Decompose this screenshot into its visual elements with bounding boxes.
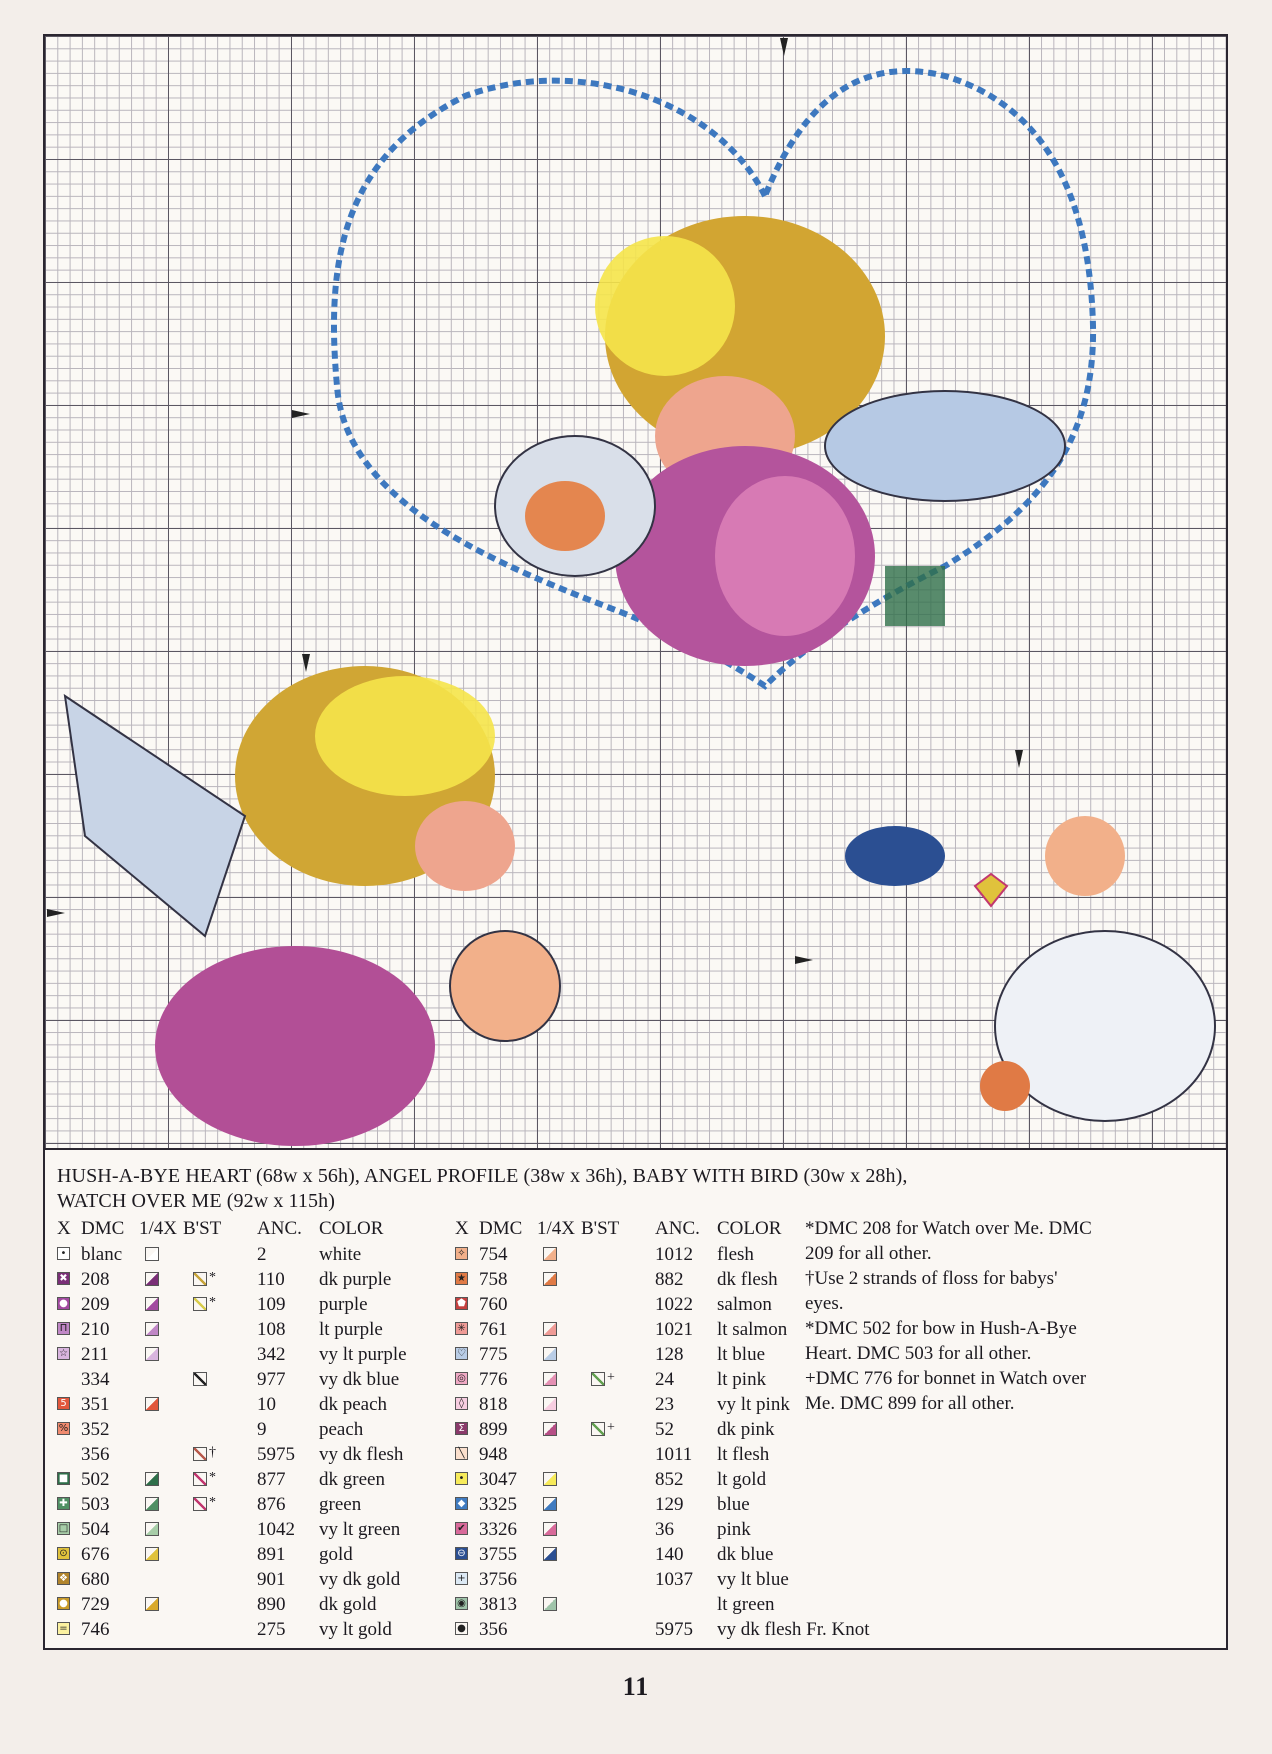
dmc-number: 208 <box>81 1269 110 1290</box>
legend-row <box>443 1242 843 1267</box>
cross-stitch-chart <box>45 36 1226 1150</box>
anchor-number: 1021 <box>655 1319 693 1340</box>
footnote-mark: * <box>209 1295 216 1310</box>
symbol-swatch: ✳ <box>455 1322 468 1335</box>
backstitch-swatch <box>591 1422 605 1436</box>
color-name: lt blue <box>717 1344 766 1365</box>
symbol-swatch: ◎ <box>455 1372 468 1385</box>
symbol-swatch: ╲ <box>455 1447 468 1460</box>
anchor-number: 2 <box>257 1244 267 1265</box>
dmc-number: 754 <box>479 1244 508 1265</box>
legend-row <box>443 1342 843 1367</box>
color-name: vy lt green <box>319 1519 401 1540</box>
anchor-number: 129 <box>655 1494 684 1515</box>
color-name: salmon <box>717 1294 772 1315</box>
anchor-number: 901 <box>257 1569 286 1590</box>
legend-row <box>45 1492 445 1517</box>
dmc-number: 356 <box>479 1619 508 1640</box>
legend-row <box>443 1592 843 1617</box>
symbol-swatch: ⬟ <box>455 1297 468 1310</box>
page-number: 11 <box>622 1672 650 1701</box>
quarter-stitch-swatch <box>145 1272 159 1286</box>
dmc-number: 899 <box>479 1419 508 1440</box>
footnote <box>805 1216 1095 1266</box>
quarter-stitch-swatch <box>145 1472 159 1486</box>
legend-row <box>443 1517 843 1542</box>
dmc-number: 211 <box>81 1344 109 1365</box>
dmc-number: blanc <box>81 1244 123 1265</box>
symbol-swatch: ❖ <box>57 1572 70 1585</box>
symbol-swatch: • <box>455 1472 468 1485</box>
dmc-number: 818 <box>479 1394 508 1415</box>
dmc-number: 729 <box>81 1594 110 1615</box>
legend-row <box>45 1317 445 1342</box>
quarter-stitch-swatch <box>145 1547 159 1561</box>
symbol-swatch: ★ <box>455 1272 468 1285</box>
color-name: vy dk blue <box>319 1369 400 1390</box>
color-name: vy dk gold <box>319 1569 401 1590</box>
quarter-stitch-swatch <box>543 1322 557 1336</box>
anchor-number: 1042 <box>257 1519 295 1540</box>
dmc-number: 502 <box>81 1469 110 1490</box>
color-name: dk peach <box>319 1394 388 1415</box>
anchor-number: 890 <box>257 1594 286 1615</box>
quarter-stitch-swatch <box>543 1397 557 1411</box>
footnote-mark: + <box>805 1368 816 1389</box>
quarter-stitch-swatch <box>543 1422 557 1436</box>
symbol-swatch: ☆ <box>57 1347 70 1360</box>
color-name: lt gold <box>717 1469 767 1490</box>
anchor-number: 110 <box>257 1269 285 1290</box>
dmc-number: 352 <box>81 1419 110 1440</box>
dmc-number: 356 <box>81 1444 110 1465</box>
color-name: gold <box>319 1544 353 1565</box>
color-name: dk pink <box>717 1419 775 1440</box>
footnote-text: DMC 776 for bonnet in Watch over Me. DMC 899 for all other. <box>805 1368 1087 1414</box>
symbol-swatch: ● <box>455 1622 468 1635</box>
color-name: dk blue <box>717 1544 774 1565</box>
symbol-swatch: ✚ <box>57 1497 70 1510</box>
color-name: dk flesh <box>717 1269 778 1290</box>
quarter-stitch-swatch <box>543 1497 557 1511</box>
quarter-stitch-swatch <box>145 1597 159 1611</box>
symbol-swatch: ✔ <box>455 1522 468 1535</box>
dmc-number: 676 <box>81 1544 110 1565</box>
anchor-number: 23 <box>655 1394 674 1415</box>
dmc-number: 761 <box>479 1319 508 1340</box>
dmc-number: 3813 <box>479 1594 517 1615</box>
footnote <box>805 1366 1095 1416</box>
footnote-mark: † <box>209 1445 216 1460</box>
dmc-number: 760 <box>479 1294 508 1315</box>
footnote-mark: * <box>805 1218 815 1239</box>
quarter-stitch-swatch <box>145 1247 159 1261</box>
symbol-swatch: ● <box>57 1297 70 1310</box>
legend-row <box>45 1567 445 1592</box>
color-name: dk purple <box>319 1269 392 1290</box>
footnote-mark: + <box>607 1370 615 1385</box>
legend-row <box>45 1467 445 1492</box>
quarter-stitch-swatch <box>543 1472 557 1486</box>
dmc-number: 758 <box>479 1269 508 1290</box>
anchor-number: 342 <box>257 1344 286 1365</box>
symbol-swatch: ✖ <box>57 1272 70 1285</box>
color-key <box>45 1150 1226 1648</box>
color-name: blue <box>717 1494 750 1515</box>
legend-row <box>45 1392 445 1417</box>
backstitch-swatch <box>193 1272 207 1286</box>
footnote <box>805 1316 1095 1366</box>
anchor-number: 108 <box>257 1319 286 1340</box>
footnote-text: Use 2 strands of floss for babys' eyes. <box>805 1268 1058 1314</box>
quarter-stitch-swatch <box>145 1397 159 1411</box>
color-name: lt pink <box>717 1369 767 1390</box>
chart-artwork <box>45 36 1226 1148</box>
symbol-swatch: ◊ <box>455 1397 468 1410</box>
quarter-stitch-swatch <box>543 1272 557 1286</box>
symbol-swatch: ✧ <box>455 1247 468 1260</box>
color-name: vy lt gold <box>319 1619 392 1640</box>
legend-row <box>443 1367 843 1392</box>
dmc-number: 209 <box>81 1294 110 1315</box>
dmc-number: 775 <box>479 1344 508 1365</box>
angel-wing <box>825 391 1065 501</box>
anchor-number: 1022 <box>655 1294 693 1315</box>
anchor-number: 882 <box>655 1269 684 1290</box>
profile-angel-wing <box>65 696 245 936</box>
pattern-frame <box>43 34 1228 1650</box>
legend-row <box>443 1417 843 1442</box>
quarter-stitch-swatch <box>145 1322 159 1336</box>
legend-row <box>45 1592 445 1617</box>
legend-row <box>45 1617 445 1642</box>
dmc-number: 334 <box>81 1369 110 1390</box>
legend-row <box>45 1267 445 1292</box>
color-name: vy dk flesh <box>319 1444 404 1465</box>
legend-row <box>443 1317 843 1342</box>
dmc-number: 948 <box>479 1444 508 1465</box>
anchor-number: 109 <box>257 1294 286 1315</box>
footnote-text: DMC 502 for bow in Hush-A-Bye Heart. DMC 503 for all other. <box>805 1318 1077 1364</box>
symbol-swatch: ◉ <box>455 1597 468 1610</box>
color-name: lt purple <box>319 1319 383 1340</box>
symbol-swatch: Π <box>57 1322 70 1335</box>
color-name: vy lt blue <box>717 1569 789 1590</box>
legend-row <box>45 1517 445 1542</box>
anchor-number: 36 <box>655 1519 674 1540</box>
quarter-stitch-swatch <box>145 1522 159 1536</box>
quarter-stitch-swatch <box>543 1347 557 1361</box>
pattern-title: HUSH-A-BYE HEART (68w x 56h), ANGEL PROFILE (38w x 36h), BABY WITH BIRD (30w x 28h), WATCH OVER ME (92w x 115h) <box>57 1165 908 1212</box>
dmc-number: 504 <box>81 1519 110 1540</box>
dmc-number: 3047 <box>479 1469 517 1490</box>
anchor-number: 5975 <box>257 1444 295 1465</box>
dmc-number: 3756 <box>479 1569 517 1590</box>
legend-header-right: X DMC 1/4X B'ST ANC. COLOR <box>455 1218 782 1239</box>
color-name: flesh <box>717 1244 754 1265</box>
backstitch-swatch <box>193 1297 207 1311</box>
anchor-number: 876 <box>257 1494 286 1515</box>
color-name: peach <box>319 1419 364 1440</box>
quarter-stitch-swatch <box>543 1522 557 1536</box>
legend-row <box>45 1442 445 1467</box>
legend-row <box>443 1492 843 1517</box>
color-name: vy lt purple <box>319 1344 407 1365</box>
quarter-stitch-swatch <box>145 1297 159 1311</box>
legend-row <box>443 1267 843 1292</box>
anchor-number: 10 <box>257 1394 276 1415</box>
backstitch-swatch <box>193 1372 207 1386</box>
anchor-number: 128 <box>655 1344 684 1365</box>
bird <box>845 826 945 886</box>
color-name: vy lt pink <box>717 1394 790 1415</box>
dmc-number: 210 <box>81 1319 110 1340</box>
dmc-number: 680 <box>81 1569 110 1590</box>
color-name: lt flesh <box>717 1444 770 1465</box>
color-name: white <box>319 1244 362 1265</box>
anchor-number: 5975 <box>655 1619 693 1640</box>
legend-row <box>443 1467 843 1492</box>
dmc-number: 351 <box>81 1394 110 1415</box>
legend-row <box>443 1567 843 1592</box>
legend-row <box>443 1292 843 1317</box>
dmc-number: 503 <box>81 1494 110 1515</box>
legend-row <box>45 1542 445 1567</box>
quarter-stitch-swatch <box>543 1597 557 1611</box>
anchor-number: 9 <box>257 1419 267 1440</box>
legend-row <box>45 1342 445 1367</box>
legend-row <box>443 1617 870 1642</box>
anchor-number: 852 <box>655 1469 684 1490</box>
backstitch-swatch <box>193 1447 207 1461</box>
symbol-swatch: ◆ <box>455 1497 468 1510</box>
anchor-number: 52 <box>655 1419 674 1440</box>
legend-row <box>45 1242 445 1267</box>
footnote-text: DMC 208 for Watch over Me. DMC 209 for all other. <box>805 1218 1092 1264</box>
legend-row <box>443 1542 843 1567</box>
symbol-swatch: % <box>58 1423 69 1434</box>
color-name: dk green <box>319 1469 385 1490</box>
color-name: purple <box>319 1294 368 1315</box>
color-name: vy dk flesh Fr. Knot <box>717 1619 870 1640</box>
footnote-mark: * <box>805 1318 815 1339</box>
footnote-mark: * <box>209 1495 216 1510</box>
quarter-stitch-swatch <box>543 1547 557 1561</box>
legend-row <box>45 1292 445 1317</box>
color-name: dk gold <box>319 1594 377 1615</box>
dmc-number: 3326 <box>479 1519 517 1540</box>
symbol-swatch: Σ <box>455 1422 468 1435</box>
symbol-swatch: □ <box>58 1523 69 1534</box>
backstitch-swatch <box>591 1372 605 1386</box>
anchor-number: 140 <box>655 1544 684 1565</box>
color-name: lt salmon <box>717 1319 788 1340</box>
anchor-number: 891 <box>257 1544 286 1565</box>
symbol-swatch: ⊙ <box>57 1547 70 1560</box>
anchor-number: 1012 <box>655 1244 693 1265</box>
symbol-swatch: + <box>455 1572 468 1585</box>
anchor-number: 275 <box>257 1619 286 1640</box>
footnote <box>805 1266 1095 1316</box>
footnote-mark: † <box>805 1268 815 1289</box>
symbol-swatch: = <box>57 1622 70 1635</box>
footnote-mark: + <box>607 1420 615 1435</box>
profile-angel-gown <box>155 946 435 1146</box>
symbol-swatch: ⊖ <box>455 1547 468 1560</box>
symbol-swatch: • <box>57 1247 70 1260</box>
quarter-stitch-swatch <box>145 1347 159 1361</box>
footnote-mark: * <box>209 1470 216 1485</box>
legend-row <box>443 1442 843 1467</box>
anchor-number: 877 <box>257 1469 286 1490</box>
dmc-number: 3325 <box>479 1494 517 1515</box>
anchor-number: 1011 <box>655 1444 693 1465</box>
legend-header-left: X DMC 1/4X B'ST ANC. COLOR <box>57 1218 384 1239</box>
legend-row <box>45 1367 445 1392</box>
anchor-number: 1037 <box>655 1569 693 1590</box>
quarter-stitch-swatch <box>543 1247 557 1261</box>
quarter-stitch-swatch <box>145 1497 159 1511</box>
dmc-number: 746 <box>81 1619 110 1640</box>
legend-row <box>45 1417 445 1442</box>
dmc-number: 3755 <box>479 1544 517 1565</box>
anchor-number: 977 <box>257 1369 286 1390</box>
symbol-swatch: ● <box>57 1597 70 1610</box>
quarter-stitch-swatch <box>543 1372 557 1386</box>
footnote-mark: * <box>209 1270 216 1285</box>
color-name: lt green <box>717 1594 775 1615</box>
color-name: green <box>319 1494 362 1515</box>
backstitch-swatch <box>193 1497 207 1511</box>
legend-row <box>443 1392 843 1417</box>
symbol-swatch: ■ <box>58 1473 69 1484</box>
anchor-number: 24 <box>655 1369 674 1390</box>
symbol-swatch: 5 <box>57 1397 70 1410</box>
dmc-number: 776 <box>479 1369 508 1390</box>
backstitch-swatch <box>193 1472 207 1486</box>
color-name: pink <box>717 1519 751 1540</box>
symbol-swatch: ♡ <box>455 1347 468 1360</box>
